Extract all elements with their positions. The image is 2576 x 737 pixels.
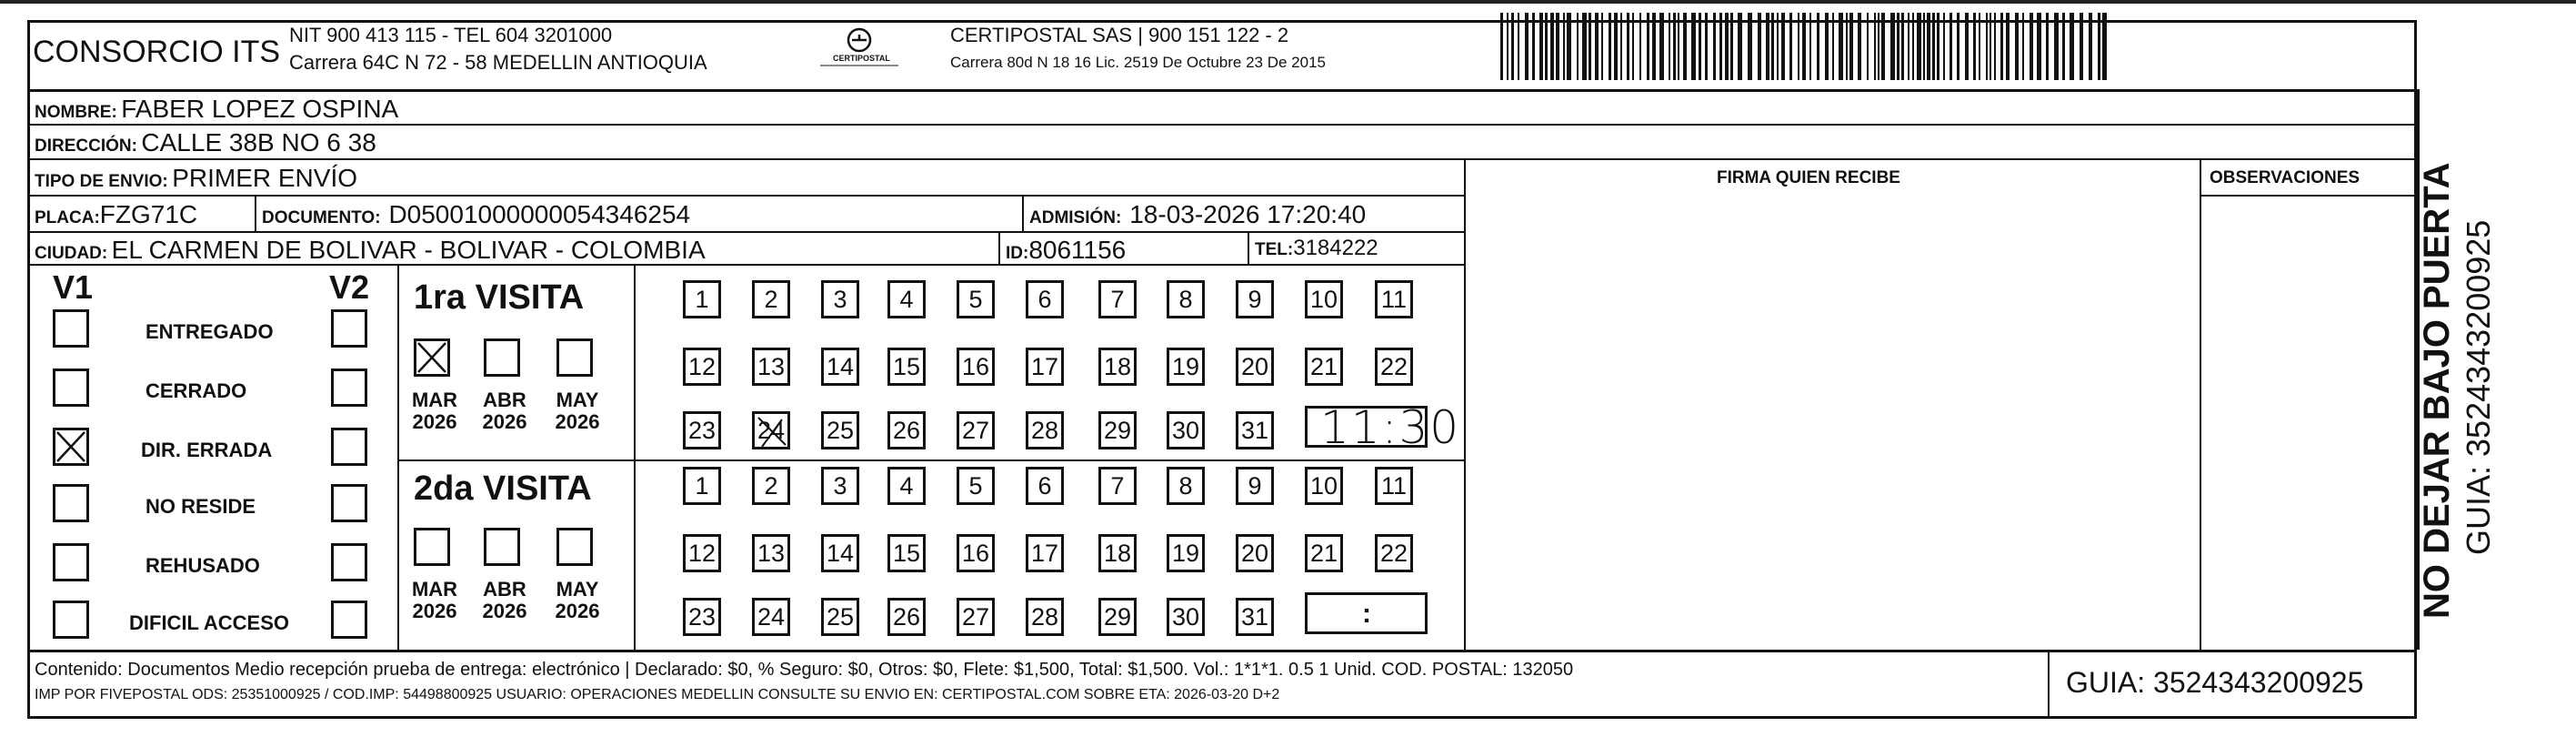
month-checkbox[interactable] [556, 528, 593, 566]
day-box[interactable]: 19 [1167, 534, 1205, 572]
reason-label: CERRADO [145, 379, 247, 402]
day-box[interactable]: 29 [1098, 598, 1137, 636]
city-label: CIUDAD: EL CARMEN DE BOLIVAR - BOLIVAR - COLOMBIA [35, 236, 706, 264]
company-address: Carrera 64C N 72 - 58 MEDELLIN ANTIOQUIA [289, 51, 707, 74]
plate-label: PLACA:FZG71C [35, 200, 198, 228]
day-box[interactable]: 23 [683, 411, 721, 449]
day-box[interactable]: 15 [887, 348, 926, 386]
day-box[interactable]: 22 [1375, 348, 1413, 386]
month-checkbox[interactable] [414, 338, 450, 377]
v2-checkbox[interactable] [331, 428, 367, 466]
v2-checkbox[interactable] [331, 601, 367, 639]
name-value: FABER LOPEZ OSPINA [121, 95, 399, 123]
footer-imp-line: IMP POR FIVEPOSTAL ODS: 25351000925 / COD.IMP: 54498800925 USUARIO: OPERACIONES MEDELLIN CONSULTE SU ENVIO EN: CERTIPOSTAL.COM SOBRE ETA: 2026-03-20 D+2 [35, 687, 1280, 702]
reason-label: REHUSADO [145, 554, 260, 577]
admission-value: 18-03-2026 17:20:40 [1129, 200, 1367, 228]
month-label: MAR 2026 [411, 578, 458, 623]
day-box[interactable]: 18 [1098, 534, 1137, 572]
day-box[interactable]: 9 [1236, 467, 1274, 505]
month-label: MAR 2026 [411, 389, 458, 434]
month-checkbox[interactable] [484, 528, 520, 566]
v1-label: V1 [53, 268, 94, 306]
day-box[interactable]: 4 [887, 280, 926, 318]
id-label: ID:8061156 [1006, 236, 1127, 264]
month-label: ABR 2026 [482, 389, 527, 434]
day-box[interactable]: 13 [752, 348, 790, 386]
day-box[interactable]: 24 [752, 411, 790, 449]
day-box[interactable]: 7 [1098, 280, 1137, 318]
day-box[interactable]: 6 [1026, 467, 1064, 505]
checkmark-x-icon [416, 341, 447, 374]
day-box[interactable]: 26 [887, 598, 926, 636]
v1-checkbox[interactable] [53, 484, 89, 522]
day-box[interactable]: 27 [957, 411, 995, 449]
reason-label: NO RESIDE [145, 495, 256, 518]
name-label: NOMBRE: FABER LOPEZ OSPINA [35, 95, 399, 123]
v2-checkbox[interactable] [331, 368, 367, 407]
month-checkbox[interactable] [414, 528, 450, 566]
day-box[interactable]: 1 [683, 280, 721, 318]
day-box[interactable]: 5 [957, 280, 995, 318]
day-box[interactable]: 8 [1167, 280, 1205, 318]
day-box[interactable]: 30 [1167, 598, 1205, 636]
day-box[interactable]: 3 [821, 280, 859, 318]
day-box[interactable]: 3 [821, 467, 859, 505]
address-label: DIRECCIÓN: CALLE 38B NO 6 38 [35, 128, 376, 156]
day-box[interactable]: 10 [1305, 467, 1343, 505]
courier-name: CERTIPOSTAL SAS | 900 151 122 - 2 [950, 24, 1289, 46]
day-box[interactable]: 2 [752, 467, 790, 505]
second-visit-time-box[interactable] [1305, 592, 1428, 634]
month-checkbox[interactable] [484, 338, 520, 377]
document-label: DOCUMENTO: D05001000000054346254 [262, 200, 691, 228]
day-box[interactable]: 6 [1026, 280, 1064, 318]
reason-label: ENTREGADO [145, 320, 274, 343]
admission-label: ADMISIÓN: 18-03-2026 17:20:40 [1029, 200, 1367, 228]
document-value: D05001000000054346254 [388, 200, 691, 228]
plate-value: FZG71C [99, 200, 198, 228]
day-box[interactable]: 13 [752, 534, 790, 572]
day-box[interactable]: 28 [1026, 598, 1064, 636]
day-box[interactable]: 30 [1167, 411, 1205, 449]
day-box[interactable]: 22 [1375, 534, 1413, 572]
shipment-type-label: TIPO DE ENVIO: PRIMER ENVÍO [35, 164, 358, 192]
day-box[interactable]: 16 [957, 534, 995, 572]
day-box[interactable]: 28 [1026, 411, 1064, 449]
city-value: EL CARMEN DE BOLIVAR - BOLIVAR - COLOMBIA [111, 236, 706, 264]
second-visit-time: : [1362, 599, 1371, 629]
day-box[interactable]: 18 [1098, 348, 1137, 386]
day-box[interactable]: 2 [752, 280, 790, 318]
day-box[interactable]: 23 [683, 598, 721, 636]
observations-header: OBSERVACIONES [2210, 168, 2360, 187]
day-box[interactable]: 21 [1305, 348, 1343, 386]
signature-header: FIRMA QUIEN RECIBE [1717, 168, 1900, 187]
reason-label: DIFICIL ACCESO [129, 611, 290, 634]
id-value: 8061156 [1028, 236, 1127, 264]
day-box[interactable]: 11 [1375, 467, 1413, 505]
month-label: MAY 2026 [555, 389, 600, 434]
day-box[interactable]: 12 [683, 534, 721, 572]
v2-checkbox[interactable] [331, 309, 367, 348]
side-guide-number: GUIA: 3524343200925 [2460, 219, 2497, 555]
first-visit-time: 11:30 [1320, 401, 1461, 454]
day-box[interactable]: 31 [1236, 411, 1274, 449]
first-visit-title: 1ra VISITA [414, 278, 585, 317]
day-box[interactable]: 25 [821, 411, 859, 449]
v1-checkbox[interactable] [53, 601, 89, 639]
v2-checkbox[interactable] [331, 484, 367, 522]
day-box[interactable]: 10 [1305, 280, 1343, 318]
checkmark-x-icon [55, 430, 86, 463]
day-box[interactable]: 4 [887, 467, 926, 505]
day-box[interactable]: 29 [1098, 411, 1137, 449]
footer-content-line: Contenido: Documentos Medio recepción prueba de entrega: electrónico | Declarado: $0, % Seguro: $0, Otros: $0, Flete: $1,500, Total: $1,500. Vol.: 1*1*1. 0.5 1 Unid. COD. POSTAL: 132050 [35, 660, 1574, 680]
day-box[interactable]: 5 [957, 467, 995, 505]
v2-label: V2 [329, 268, 370, 306]
day-box[interactable]: 21 [1305, 534, 1343, 572]
shipment-type-value: PRIMER ENVÍO [172, 164, 358, 192]
courier-address: Carrera 80d N 18 16 Lic. 2519 De Octubre 23 De 2015 [950, 54, 1326, 71]
day-box[interactable]: 17 [1026, 348, 1064, 386]
day-box[interactable]: 16 [957, 348, 995, 386]
v2-checkbox[interactable] [331, 543, 367, 581]
v1-checkbox[interactable] [53, 428, 89, 466]
day-box[interactable]: 8 [1167, 467, 1205, 505]
day-box[interactable]: 27 [957, 598, 995, 636]
day-box[interactable]: 12 [683, 348, 721, 386]
reason-label: DIR. ERRADA [141, 439, 273, 461]
certipostal-logo-text: CERTIPOSTAL [833, 54, 890, 63]
day-box[interactable]: 7 [1098, 467, 1137, 505]
month-label: MAY 2026 [555, 578, 600, 623]
day-box[interactable]: 1 [683, 467, 721, 505]
footer-guide-box: GUIA: 3524343200925 [2066, 666, 2364, 699]
company-nit: NIT 900 413 115 - TEL 604 3201000 [289, 24, 613, 46]
scan-edge-top [0, 0, 2576, 4]
tel-value: 3184222 [1293, 236, 1378, 260]
day-box[interactable]: 25 [821, 598, 859, 636]
v1-checkbox[interactable] [53, 309, 89, 348]
day-box[interactable]: 9 [1236, 280, 1274, 318]
first-visit-time-box[interactable] [1305, 401, 1461, 454]
day-box[interactable]: 31 [1236, 598, 1274, 636]
address-value: CALLE 38B NO 6 38 [141, 128, 376, 156]
day-box[interactable]: 19 [1167, 348, 1205, 386]
v1-checkbox[interactable] [53, 368, 89, 407]
day-box[interactable]: 24 [752, 598, 790, 636]
day-box[interactable]: 20 [1236, 534, 1274, 572]
day-box[interactable]: 20 [1236, 348, 1274, 386]
day-box[interactable]: 14 [821, 348, 859, 386]
no-dejar-warning: NO DEJAR BAJO PUERTA [2417, 162, 2457, 619]
month-checkbox[interactable] [556, 338, 593, 377]
day-mark-icon [755, 414, 789, 449]
day-box[interactable]: 15 [887, 534, 926, 572]
v1-checkbox[interactable] [53, 543, 89, 581]
day-box[interactable]: 11 [1375, 280, 1413, 318]
day-box[interactable]: 14 [821, 534, 859, 572]
tel-label: TEL:3184222 [1255, 236, 1378, 260]
day-box[interactable]: 26 [887, 411, 926, 449]
second-visit-title: 2da VISITA [414, 469, 592, 508]
company-name: CONSORCIO ITS [33, 35, 281, 69]
month-label: ABR 2026 [482, 578, 527, 623]
day-box[interactable]: 17 [1026, 534, 1064, 572]
